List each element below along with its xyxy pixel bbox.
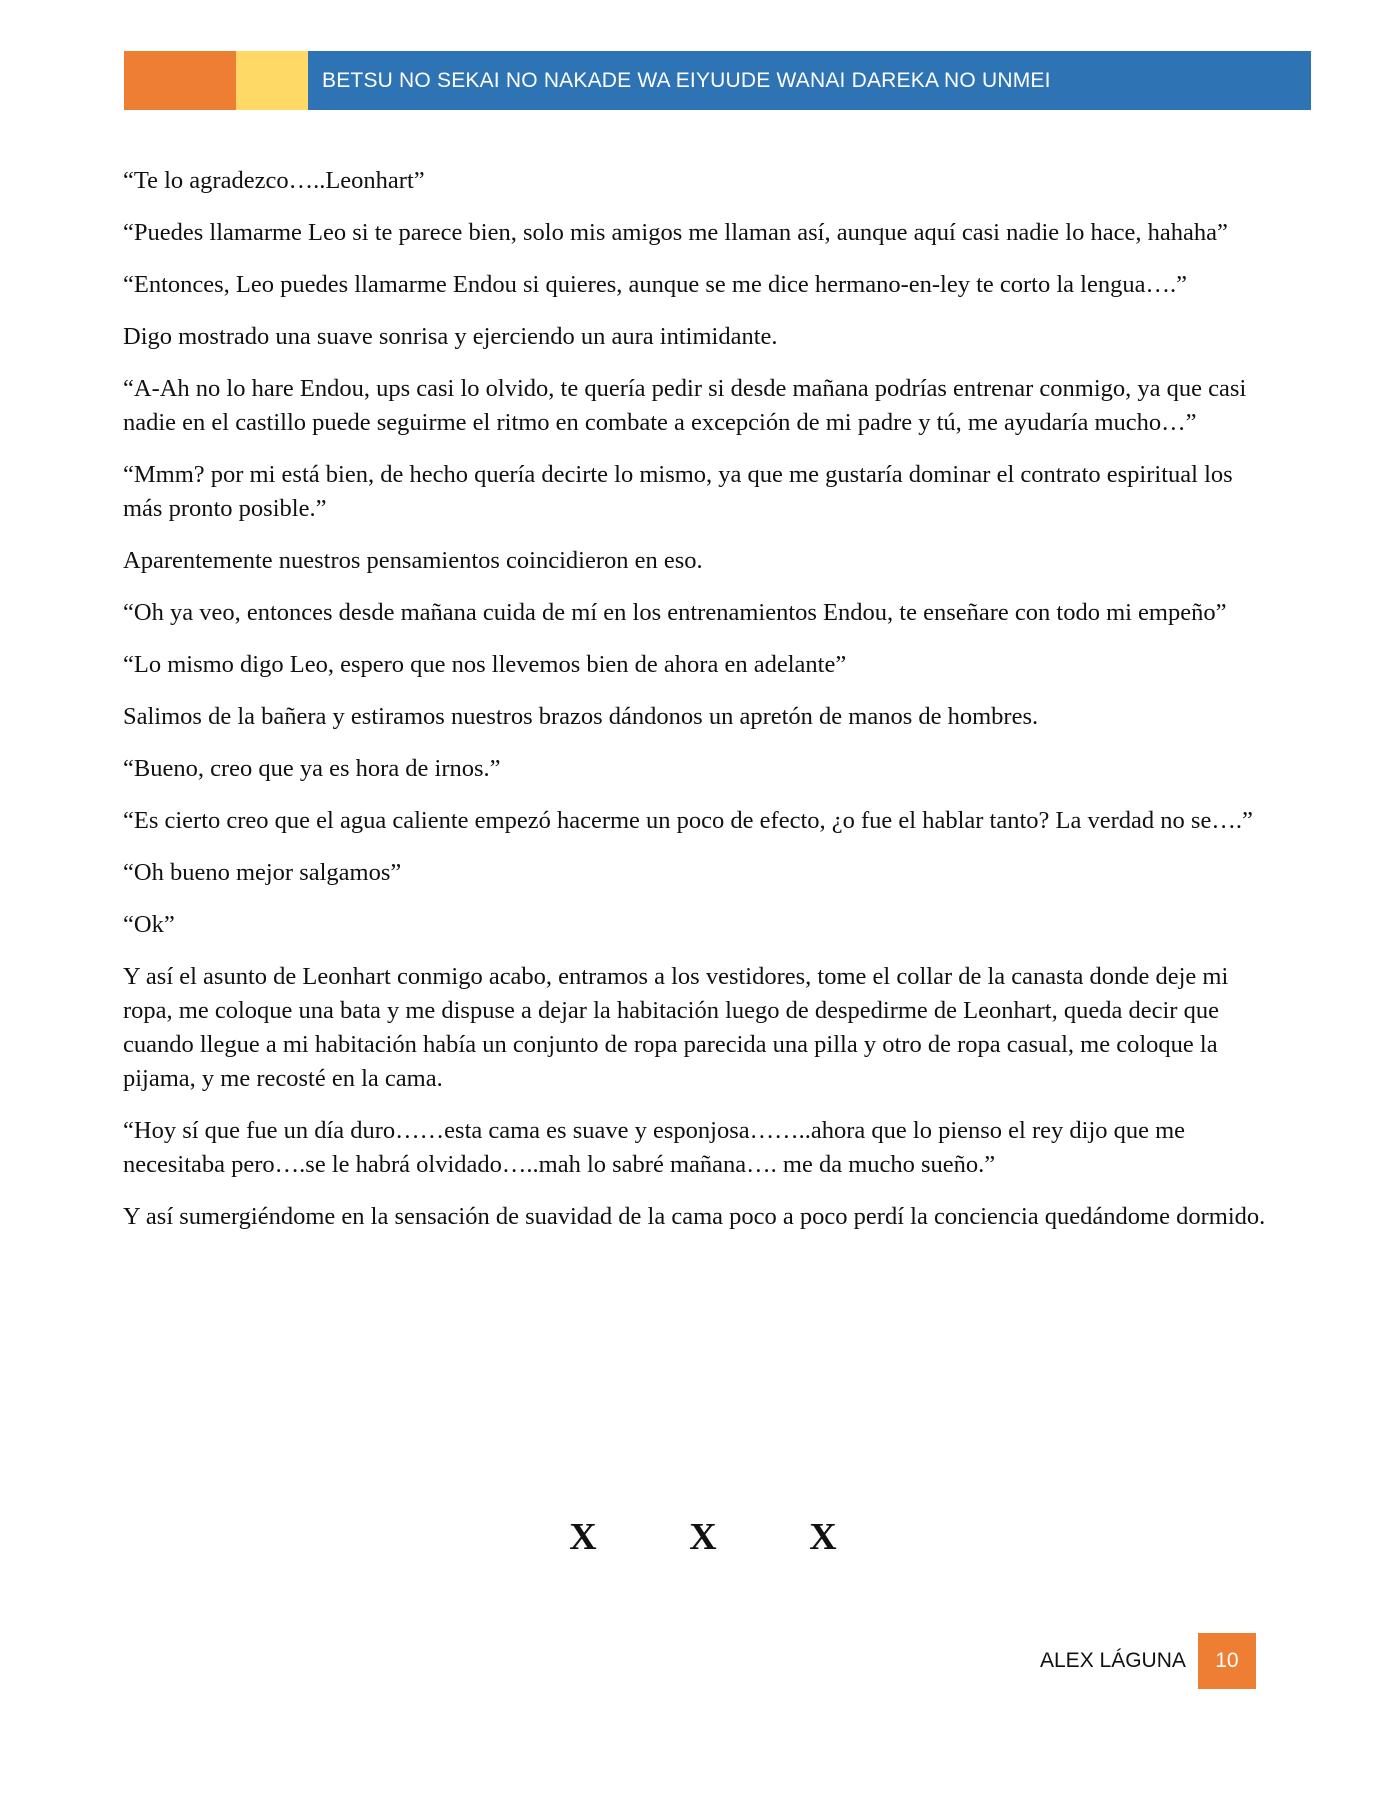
paragraph: “Bueno, creo que ya es hora de irnos.”	[123, 755, 501, 782]
header-orange-block	[124, 51, 236, 110]
page-footer	[1040, 1633, 1256, 1689]
paragraph: “Te lo agradezco…..Leonhart”	[123, 167, 425, 194]
paragraph: “Lo mismo digo Leo, espero que nos llevemos bien de ahora en adelante”	[123, 651, 847, 678]
paragraph: “Puedes llamarme Leo si te parece bien, solo mis amigos me llaman así, aunque aquí casi nadie lo hace, hahaha”	[123, 219, 1228, 246]
page-number: 10	[1198, 1633, 1256, 1689]
body-text	[123, 164, 1273, 1252]
paragraph: “Oh ya veo, entonces desde mañana cuida de mí en los entrenamientos Endou, te enseñare con todo mi empeño”	[123, 599, 1227, 626]
footer-author: ALEX LÁGUNA	[1040, 1649, 1186, 1672]
paragraph: Y así el asunto de Leonhart conmigo acabo, entramos a los vestidores, tome el collar de la canasta donde deje mi ropa, me coloque una bata y me dispuse a dejar la habitación luego de despedirme de Leonhart, queda decir que cuando llegue a mi habitación había un conjunto de ropa parecida una pilla y otro de ropa casual, me coloque la pijama, y me recosté en la cama.	[123, 963, 1229, 1092]
separator-mark: X	[689, 1516, 717, 1558]
paragraph: “Hoy sí que fue un día duro……esta cama es suave y esponjosa……..ahora que lo pienso el rey dijo que me necesitaba pero….se le habrá olvidado…..mah lo sabré mañana…. me da mucho sueño.”	[123, 1117, 1186, 1178]
separator-mark: X	[809, 1516, 837, 1558]
paragraph: Y así sumergiéndome en la sensación de suavidad de la cama poco a poco perdí la conciencia quedándome dormido.	[123, 1203, 1266, 1230]
paragraph: Digo mostrado una suave sonrisa y ejerciendo un aura intimidante.	[123, 323, 778, 350]
paragraph: “Ok”	[123, 911, 175, 938]
header-yellow-block	[236, 51, 308, 110]
separator-mark: X	[569, 1516, 597, 1558]
paragraph: “Es cierto creo que el agua caliente empezó hacerme un poco de efecto, ¿o fue el hablar tanto? La verdad no se….”	[123, 807, 1253, 834]
paragraph: “Mmm? por mi está bien, de hecho quería decirte lo mismo, ya que me gustaría dominar el contrato espiritual los más pronto posible.”	[123, 461, 1233, 522]
page-header	[124, 51, 1311, 110]
paragraph: “A-Ah no lo hare Endou, ups casi lo olvido, te quería pedir si desde mañana podrías entrenar conmigo, ya que casi nadie en el castillo puede seguirme el ritmo en combate a excepción de mi padre y tú, me ayudaría mucho…”	[123, 375, 1247, 436]
paragraph: “Entonces, Leo puedes llamarme Endou si quieres, aunque se me dice hermano-en-ley te corto la lengua….”	[123, 271, 1187, 298]
paragraph: Salimos de la bañera y estiramos nuestros brazos dándonos un apretón de manos de hombres.	[123, 703, 1039, 730]
header-title-bar	[308, 51, 1311, 110]
scene-separator	[568, 1515, 838, 1559]
paragraph: Aparentemente nuestros pensamientos coincidieron en eso.	[123, 547, 703, 574]
paragraph: “Oh bueno mejor salgamos”	[123, 859, 402, 886]
header-title: BETSU NO SEKAI NO NAKADE WA EIYUUDE WANAI DAREKA NO UNMEI	[322, 68, 1051, 92]
